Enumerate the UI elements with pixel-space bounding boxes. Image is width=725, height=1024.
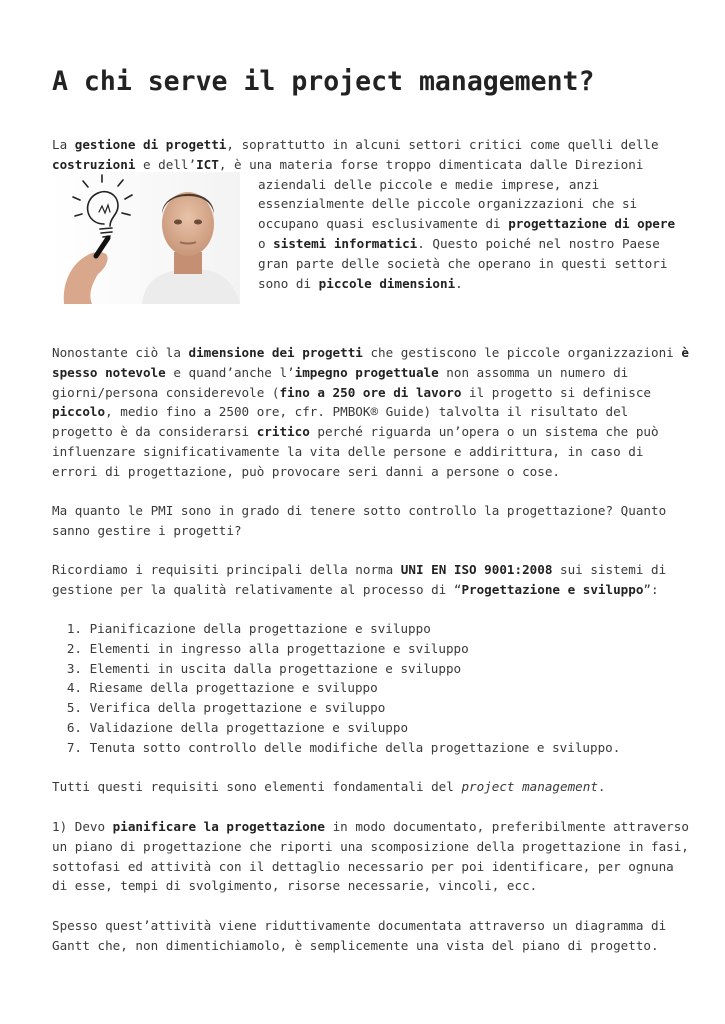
planning-paragraph: 1) Devo pianificare la progettazione in modo documentato, preferibilmente attraverso un piano di progettazione che riporti una scomposizione della progettazione in fasi, sottofasi ed attività con il dettaglio necessario per poi identificare, per ognuna di esse, tempi di svolgimento, risorse necessarie, vincoli, ecc. [52,819,689,894]
intro-paragraph: La gestione di progetti, soprattutto in alcuni settori critici come quelli delle costruzioni e dell’ICT, è una materia forse troppo dimenticata dalle Direzioni aziendali delle piccole e medie imprese, anzi essenzialmente delle piccole organizzazioni che si occupano quasi esclusivamente di progettazione di opere o sistemi informatici. Questo poiché nel nostro Paese gran parte delle società che operano in questi settori sono di piccole dimensioni. [52,137,676,291]
list-item: 1. Pianificazione della progettazione e sviluppo [66,621,431,636]
list-item: 6. Validazione della progettazione e sviluppo [66,719,409,735]
list-item: 2. Elementi in ingresso alla progettazione e sviluppo [66,640,469,656]
dimension-paragraph: Nonostante ciò la dimensione dei progetti che gestiscono le piccole organizzazioni è spesso notevole e quand’anche l’impegno progettuale non assomma un numero di giorni/persona considerevole (fino a 250 ore di lavoro il progetto si definisce piccolo, medio fino a 2500 ore, cfr. PMBOK® Guide) talvolta il risultato del progetto è da considerarsi critico perché riguarda un’opera o un sistema che può influenzare significativamente la vita delle persone e addirittura, in caso di errori di progettazione, può provocare seri danni a persone o cose. [52,345,689,479]
gantt-paragraph: Spesso quest’attività viene riduttivamente documentata attraverso un diagramma di Gantt che, non dimentichiamolo, è semplicemente una vista del piano di progetto. [52,918,667,953]
man-drawing-lightbulb-illustration [52,172,240,304]
pm-paragraph: Tutti questi requisiti sono elementi fondamentali del project management. [52,779,606,794]
question-paragraph: Ma quanto le PMI sono in grado di tenere sotto controllo la progettazione? Quanto sanno gestire i progetti? [52,503,667,538]
list-item: 3. Elementi in uscita dalla progettazione e sviluppo [66,660,462,676]
list-item: 7. Tenuta sotto controllo delle modifiche della progettazione e sviluppo. [66,739,621,755]
article-image [52,172,240,304]
list-item: 5. Verifica della progettazione e sviluppo [66,700,386,716]
page-title: A chi serve il project management? [52,66,595,97]
requirements-paragraph: Ricordiamo i requisiti principali della norma UNI EN ISO 9001:2008 sui sistemi di gestione per la qualità relativamente al processo di “Progettazione e sviluppo”: [52,562,667,597]
list-item: 4. Riesame della progettazione e sviluppo [66,680,378,696]
requirements-list [52,619,620,758]
